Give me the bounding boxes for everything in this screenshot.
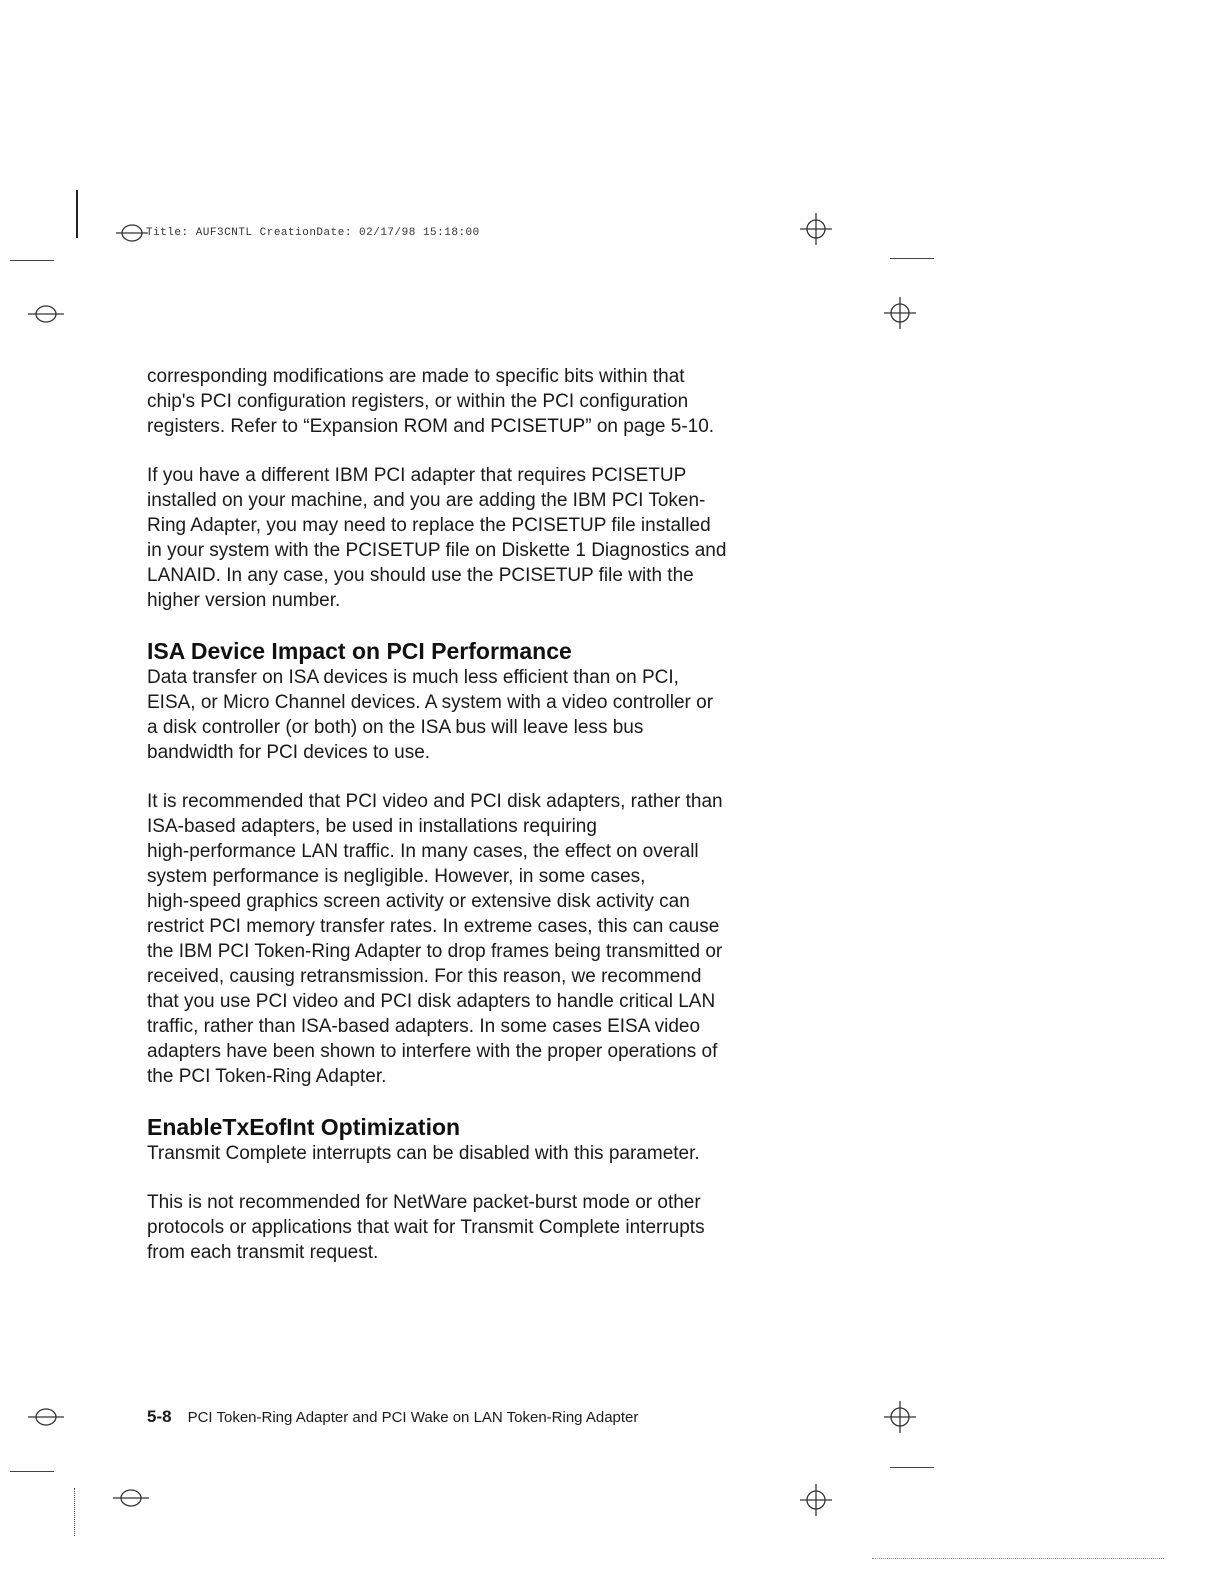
page-footer [147,1407,638,1427]
page-body [147,364,787,1289]
crosshair-mark-header-right-icon [799,212,833,246]
footer-title: PCI Token-Ring Adapter and PCI Wake on LAN Token-Ring Adapter [187,1409,639,1426]
paragraph-not-recommended: This is not recommended for NetWare packet-burst mode or other protocols or applications that wait for Transmit Complete interrupts from each transmit request. [147,1192,705,1263]
paragraph-isa-transfer: Data transfer on ISA devices is much less efficient than on PCI, EISA, or Micro Channel devices. A system with a video controller or a disk controller (or both) on the ISA bus will leave less bus bandwidth for PCI devices to use. [147,667,714,763]
paragraph-pcisetup-modifications: corresponding modifications are made to specific bits within that chip's PCI configuration registers, or within the PCI configuration registers. Refer to “Expansion ROM and PCISETUP” on page 5-10. [147,366,715,437]
paragraph-transmit-complete: Transmit Complete interrupts can be disabled with this parameter. [147,1143,700,1164]
crosshair-mark-upper-right-icon [883,296,917,330]
crop-line-top-left [10,260,54,261]
registration-mark-bottom-left-icon [112,1487,150,1509]
page-number: 5-8 [147,1407,172,1426]
crosshair-mark-bottom-right-icon [799,1483,833,1517]
section-heading-isa-impact: ISA Device Impact on PCI Performance [147,638,572,664]
paragraph-different-adapter: If you have a different IBM PCI adapter that requires PCISETUP installed on your machine, and you are adding the IBM PCI Token- Ring Adapter, you may need to replace the PCISETUP file installed in your system with the PCISETUP file on Diskette 1 Diagnostics and LANAID. In any case, you should use the PCISETUP file with the higher version number. [147,465,727,611]
crop-line-bottom-left [10,1471,54,1472]
header-meta-text: Title: AUF3CNTL CreationDate: 02/17/98 15:18:00 [146,227,480,239]
crop-line-bottom-right [890,1467,934,1468]
crosshair-mark-footer-right-icon [883,1400,917,1434]
registration-mark-header-left-icon [115,222,149,244]
scan-artifact-dotted-line [872,1558,1164,1560]
crop-mark-dotted-vertical [74,1488,76,1536]
crop-mark-vertical [76,190,78,238]
paragraph-recommendation: It is recommended that PCI video and PCI disk adapters, rather than ISA-based adapters, be used in installations requiring high-performance LAN traffic. In many cases, the effect on overall system performance is negligible. However, in some cases, high-speed graphics screen activity or extensive disk activity can restrict PCI memory transfer rates. In extreme cases, this can cause the IBM PCI Token-Ring Adapter to drop frames being transmitted or received, causing retransmission. For this reason, we recommend that you use PCI video and PCI disk adapters to handle critical LAN traffic, rather than ISA-based adapters. In some cases EISA video adapters have been shown to interfere with the proper operations of the PCI Token-Ring Adapter. [147,791,723,1087]
crop-line-top-right [890,258,934,259]
registration-mark-upper-left-icon [27,303,65,325]
registration-mark-footer-left-icon [27,1406,65,1428]
section-heading-enabletxeofint: EnableTxEofInt Optimization [147,1114,461,1140]
